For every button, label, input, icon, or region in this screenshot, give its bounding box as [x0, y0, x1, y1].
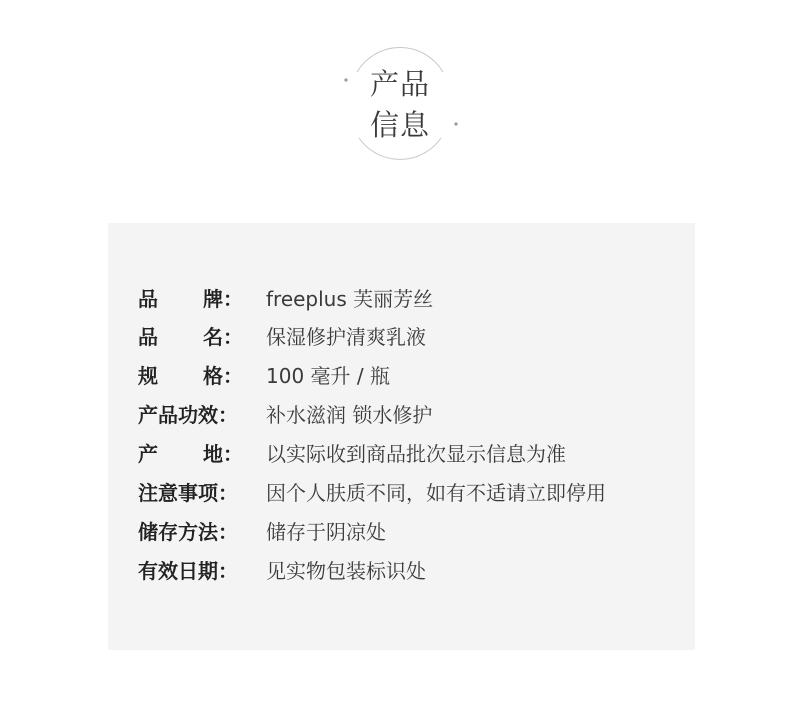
info-value: freeplus 芙丽芳丝 [266, 287, 434, 311]
info-value: 因个人肤质不同，如有不适请立即停用 [266, 481, 606, 505]
info-label: 储存方法： [138, 520, 238, 544]
product-info-panel [108, 223, 695, 650]
info-row-expiry [138, 556, 688, 586]
info-value: 100 毫升 / 瓶 [266, 364, 390, 388]
info-label: 产 地： [138, 442, 243, 466]
info-label: 注意事项： [138, 481, 238, 505]
info-row-product-name [138, 322, 688, 352]
info-row-origin [138, 439, 688, 469]
info-label: 产品功效： [138, 403, 238, 427]
info-value: 以实际收到商品批次显示信息为准 [266, 442, 566, 466]
info-label: 有效日期： [138, 559, 238, 583]
section-title-line2: 信息 [369, 108, 430, 142]
circle-ornament-icon [341, 44, 459, 162]
info-row-brand [138, 284, 688, 314]
info-value: 储存于阴凉处 [266, 520, 386, 544]
info-row-efficacy [138, 400, 688, 430]
info-label: 品 牌： [138, 287, 243, 311]
info-row-precautions [138, 478, 688, 508]
section-title-badge [341, 44, 459, 162]
info-value: 见实物包装标识处 [266, 559, 426, 583]
info-value: 补水滋润 锁水修护 [266, 403, 433, 427]
info-label: 规 格： [138, 364, 243, 388]
info-row-spec [138, 361, 688, 391]
section-title-line1: 产品 [369, 67, 430, 101]
info-label: 品 名： [138, 325, 243, 349]
info-value: 保湿修护清爽乳液 [266, 325, 426, 349]
info-row-storage [138, 517, 688, 547]
